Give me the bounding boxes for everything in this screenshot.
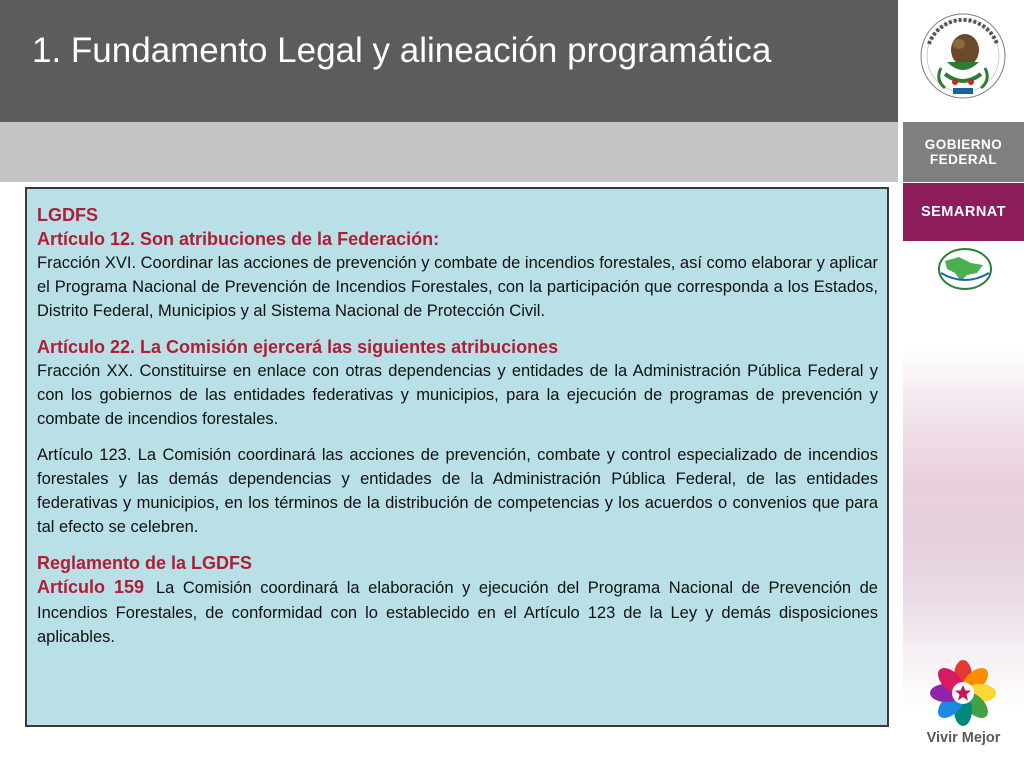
subtitle-band (0, 122, 898, 182)
article-12-heading: Artículo 12. Son atribuciones de la Federación: (37, 229, 440, 249)
page-title: 1. Fundamento Legal y alineación programática (32, 31, 772, 70)
gobierno-label: GOBIERNO (924, 137, 1003, 152)
mexican-coat-of-arms-seal-icon (915, 4, 1011, 114)
federal-label: FEDERAL (929, 152, 998, 167)
conafor-map-logo-icon (911, 243, 1019, 295)
semarnat-label: SEMARNAT (920, 204, 1007, 220)
reglamento-heading: Reglamento de la LGDFS (37, 553, 253, 573)
gobierno-federal-logo (925, 137, 1003, 167)
article-159-body: La Comisión coordinará la elaboración y ejecución del Programa Nacional de Prevención de Incendios Forestales, de conformidad con lo establecido en el Artículo 123 de la Ley y demás disposiciones aplicables. (37, 579, 878, 646)
vivir-mejor-flower-logo-icon (923, 658, 1003, 728)
article-123-body: Artículo 123. La Comisión coordinará las acciones de prevención, combate y control especializado de incendios forestales y las demás dependencias y entidades de la Administración Pública Federal, de las entidades federativas y municipios, en los términos de la distribución de competencias y los acuerdos o convenios que para tal efecto se celebren. (37, 446, 878, 536)
article-159-paragraph (37, 575, 878, 649)
conafor-logo (911, 243, 1019, 309)
article-22-body: Fracción XX. Constituirse en enlace con otras dependencias y entidades de la Administración Pública Federal y con los gobiernos de las entidades federativas y municipios, para la ejecución de programas de prevención y combate de incendios forestales. (37, 362, 878, 428)
sidebar (903, 0, 1024, 768)
title-band (0, 0, 898, 122)
article-159-separator: . (144, 582, 148, 596)
vivir-mejor-label: Vivir Mejor (926, 730, 1001, 746)
article-159-heading: Artículo 159 (37, 577, 145, 597)
semarnat-band (903, 183, 1024, 241)
article-22-colon: : (558, 342, 562, 356)
article-12-body: Fracción XVI. Coordinar las acciones de prevención y combate de incendios forestales, así como elaborar y aplicar el Programa Nacional de Prevención de Incendios Forestales, con la participación que corresponda a los Estados, Distrito Federal, Municipios y al Sistema Nacional de Protección Civil. (37, 254, 879, 320)
article-22-heading-line (37, 335, 878, 359)
article-22-heading: Artículo 22. La Comisión ejercerá las siguientes atribuciones (37, 337, 559, 357)
gobierno-federal-band (903, 122, 1024, 182)
content-box (25, 187, 889, 727)
law-heading: LGDFS (37, 205, 98, 225)
